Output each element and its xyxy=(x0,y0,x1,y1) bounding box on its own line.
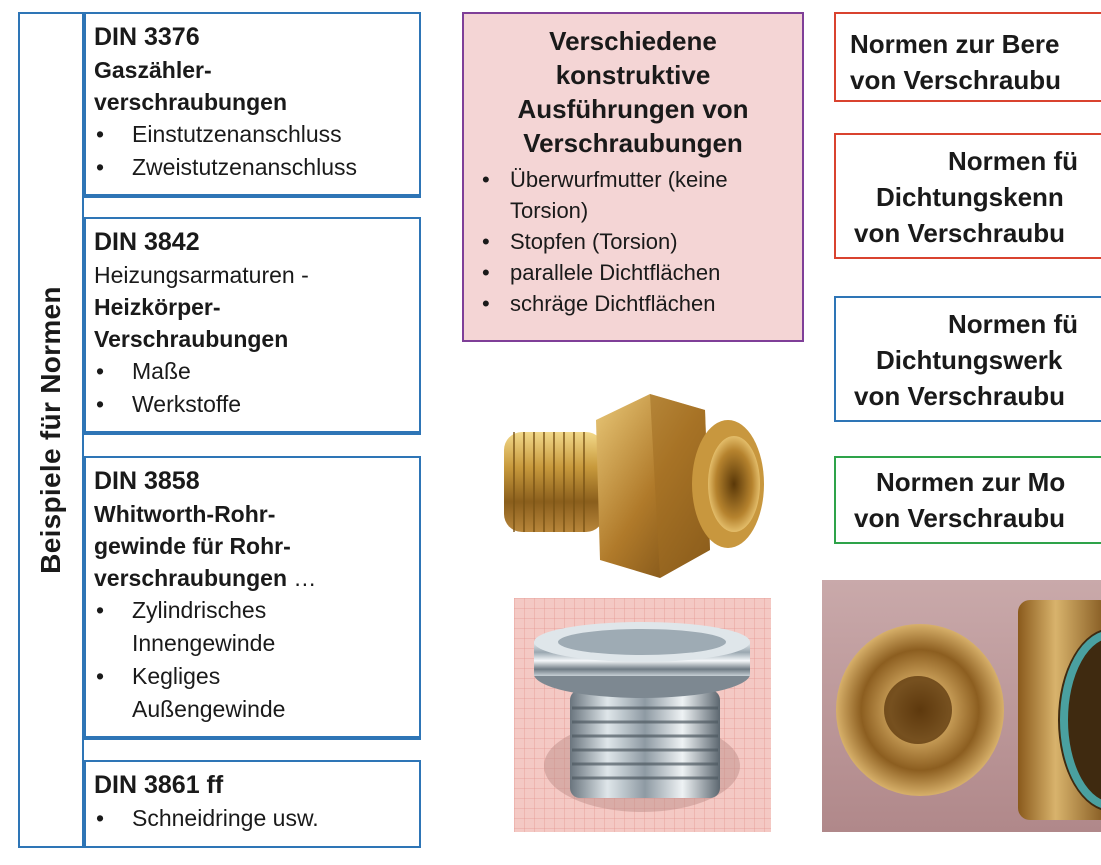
din-bullet: • Schneidringe usw. xyxy=(94,802,411,835)
divider xyxy=(84,433,421,435)
din-bullet-list xyxy=(94,355,411,421)
side-label-box xyxy=(18,12,84,848)
din-title-line: Heizkörper- xyxy=(94,294,221,320)
din-bullet-list xyxy=(94,118,411,184)
divider xyxy=(84,196,421,198)
norm-box-calculation xyxy=(834,12,1101,102)
din-title-line: Heizungsarmaturen - xyxy=(94,262,309,288)
norm-line: Dichtungskenn xyxy=(876,182,1064,212)
norm-line: Dichtungswerk xyxy=(876,345,1063,375)
din-bullet: • Maße xyxy=(94,355,411,388)
design-bullet: • schräge Dichtflächen xyxy=(474,288,792,319)
din-bullet: • Einstutzenanschluss xyxy=(94,118,411,151)
norm-box-seal-characteristics xyxy=(834,133,1101,259)
design-title-line: Verschraubungen xyxy=(523,128,743,158)
din-title-line xyxy=(94,562,411,594)
norm-line: Normen fü xyxy=(948,309,1078,339)
norm-line: Normen zur Bere xyxy=(850,29,1060,59)
design-bullet: • parallele Dichtflächen xyxy=(474,257,792,288)
din-bullet: • Werkstoffe xyxy=(94,388,411,421)
din-bullet-list xyxy=(94,802,411,835)
norm-line: von Verschraubu xyxy=(854,218,1065,248)
fitting-thread-end xyxy=(504,432,604,532)
din-code: DIN 3842 xyxy=(94,228,200,256)
din-title-suffix: … xyxy=(287,565,317,591)
din-bullet: • Zylindrisches Innengewinde xyxy=(94,594,342,660)
brass-union-fitting-photo xyxy=(500,380,770,590)
design-title-line: Ausführungen von xyxy=(517,94,749,124)
norm-line: von Verschraubu xyxy=(854,503,1065,533)
plug-head xyxy=(534,622,750,698)
brass-sealing-faces-photo xyxy=(822,580,1101,832)
din-title-line: Verschraubungen xyxy=(94,326,289,352)
din-title-line: verschraubungen xyxy=(94,89,287,115)
din-title-line: Whitworth-Rohr- xyxy=(94,501,276,527)
design-title-line: konstruktive xyxy=(555,60,711,90)
side-label: Beispiele für Normen xyxy=(35,286,66,574)
din-bullet: • Zweistutzenanschluss xyxy=(94,151,411,184)
design-title-line: Verschiedene xyxy=(549,26,717,56)
din-title-line: Gaszähler- xyxy=(94,57,212,83)
norm-line: Normen fü xyxy=(948,146,1078,176)
din-3861-box xyxy=(84,760,421,848)
din-code: DIN 3858 xyxy=(94,467,200,495)
din-title-bold: verschraubungen xyxy=(94,565,287,591)
norm-line: von Verschraubu xyxy=(854,381,1065,411)
design-bullet: • Stopfen (Torsion) xyxy=(474,226,792,257)
din-code: DIN 3861 ff xyxy=(94,771,224,799)
plug-thread xyxy=(570,690,720,798)
divider xyxy=(84,738,421,740)
design-variants-box xyxy=(462,12,804,342)
din-bullet: • Kegliges Außengewinde xyxy=(94,660,332,726)
norm-box-seal-materials xyxy=(834,296,1101,422)
design-bullet-list xyxy=(474,164,792,319)
norm-line: von Verschraubu xyxy=(850,65,1061,95)
din-title-line: gewinde für Rohr- xyxy=(94,533,291,559)
din-3858-box xyxy=(84,456,421,738)
norm-box-assembly xyxy=(834,456,1101,544)
design-bullet: • Überwurfmutter (keine Torsion) xyxy=(474,164,730,226)
valve-body xyxy=(1018,600,1101,820)
din-3376-box xyxy=(84,12,421,196)
din-code: DIN 3376 xyxy=(94,23,200,51)
din-bullet-list xyxy=(94,594,411,726)
chrome-plug-photo xyxy=(514,598,771,832)
din-3842-box xyxy=(84,217,421,433)
norm-line: Normen zur Mo xyxy=(876,467,1066,497)
